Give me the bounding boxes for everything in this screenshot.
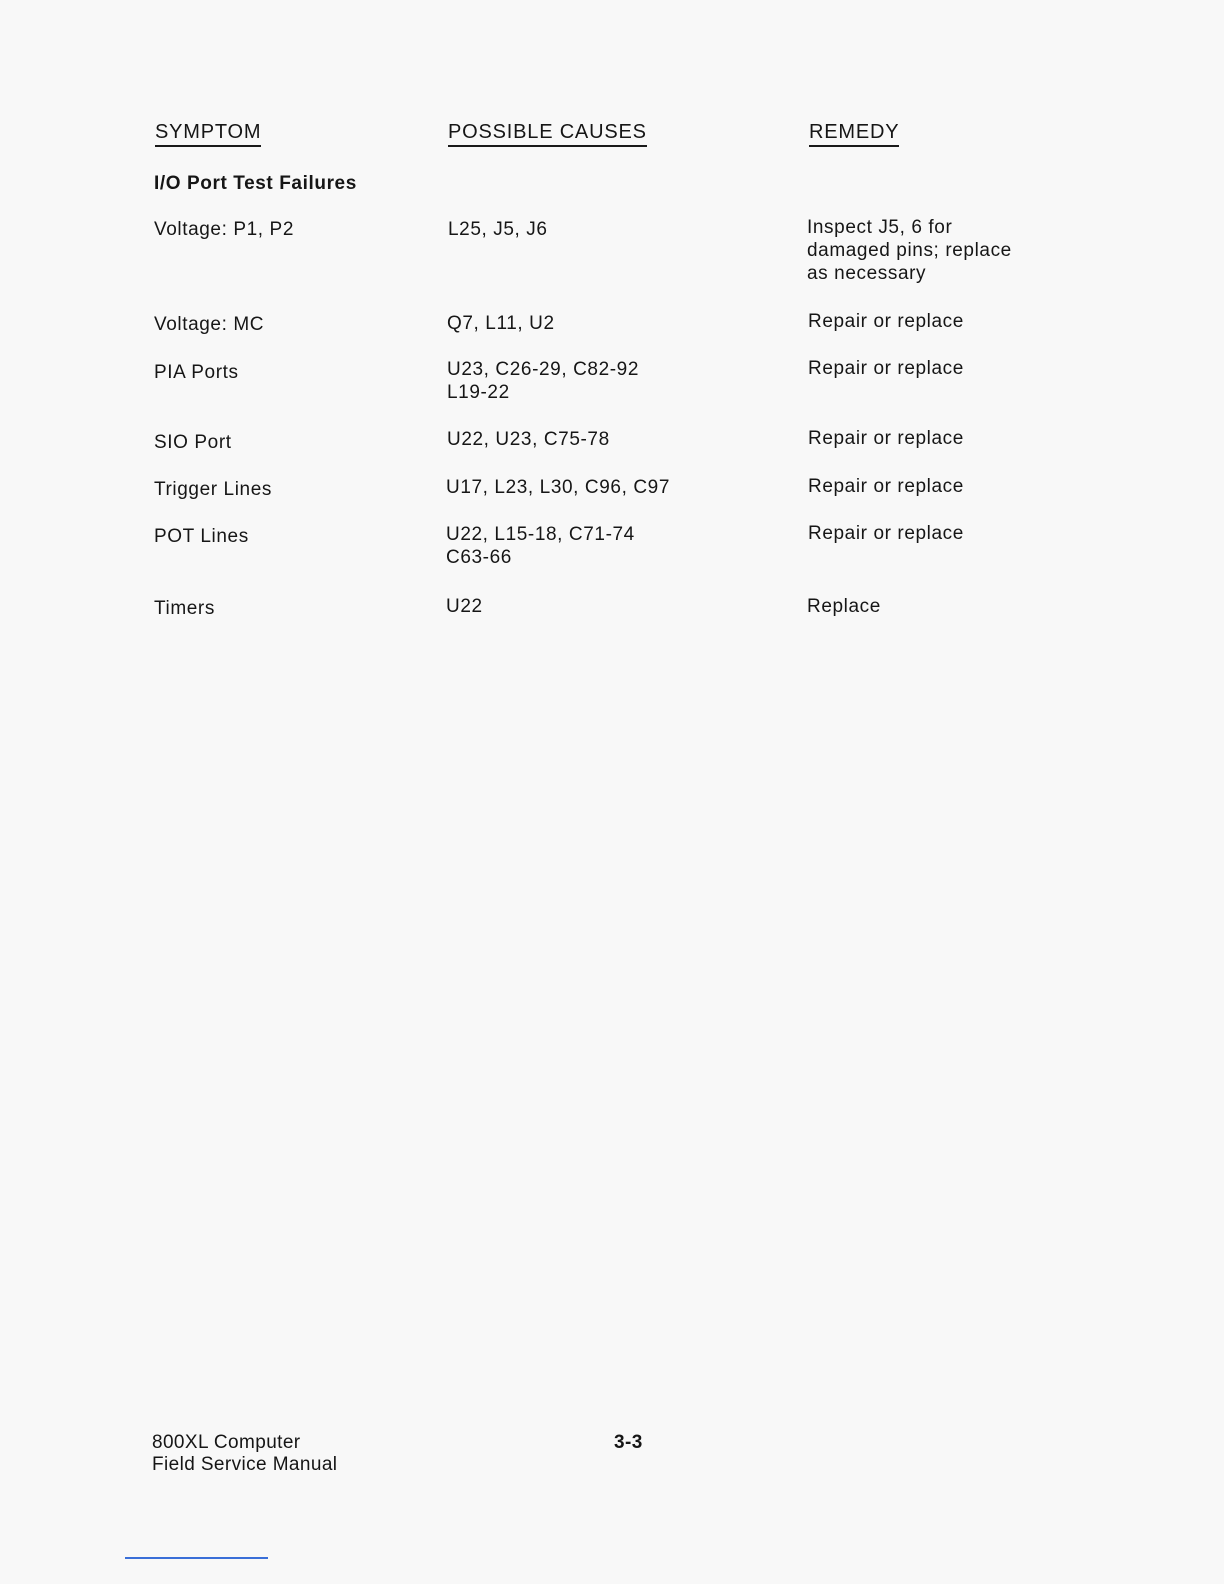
row-remedy: Inspect J5, 6 for damaged pins; replace as necessary <box>807 217 1012 284</box>
row-remedy: Repair or replace <box>808 523 964 544</box>
row-causes: L25, J5, J6 <box>448 219 548 240</box>
row-symptom: Voltage: P1, P2 <box>154 219 294 240</box>
page-number: 3-3 <box>614 1432 643 1453</box>
header-possible-causes: POSSIBLE CAUSES <box>448 121 647 147</box>
row-remedy: Repair or replace <box>808 311 964 332</box>
header-symptom: SYMPTOM <box>155 121 261 147</box>
row-remedy: Repair or replace <box>808 428 964 449</box>
section-title: I/O Port Test Failures <box>154 173 357 194</box>
bottom-rule <box>125 1557 268 1559</box>
row-causes: U22, L15-18, C71-74 C63-66 <box>446 524 635 568</box>
row-symptom: PIA Ports <box>154 362 239 383</box>
row-symptom: Trigger Lines <box>154 479 272 500</box>
row-causes: U22, U23, C75-78 <box>447 429 610 450</box>
row-symptom: SIO Port <box>154 432 232 453</box>
row-causes: U22 <box>446 596 483 617</box>
header-remedy: REMEDY <box>809 121 899 147</box>
row-causes: U23, C26-29, C82-92 L19-22 <box>447 359 640 403</box>
row-symptom: POT Lines <box>154 526 249 547</box>
row-causes: U17, L23, L30, C96, C97 <box>446 477 670 498</box>
row-remedy: Repair or replace <box>808 476 964 497</box>
row-causes: Q7, L11, U2 <box>447 313 555 334</box>
footer-line-2: Field Service Manual <box>152 1454 338 1475</box>
footer-title <box>152 1432 337 1476</box>
footer-line-1: 800XL Computer <box>152 1432 301 1453</box>
row-symptom: Voltage: MC <box>154 314 265 335</box>
row-remedy: Repair or replace <box>808 358 964 379</box>
row-remedy: Replace <box>807 596 881 617</box>
row-symptom: Timers <box>154 598 215 619</box>
